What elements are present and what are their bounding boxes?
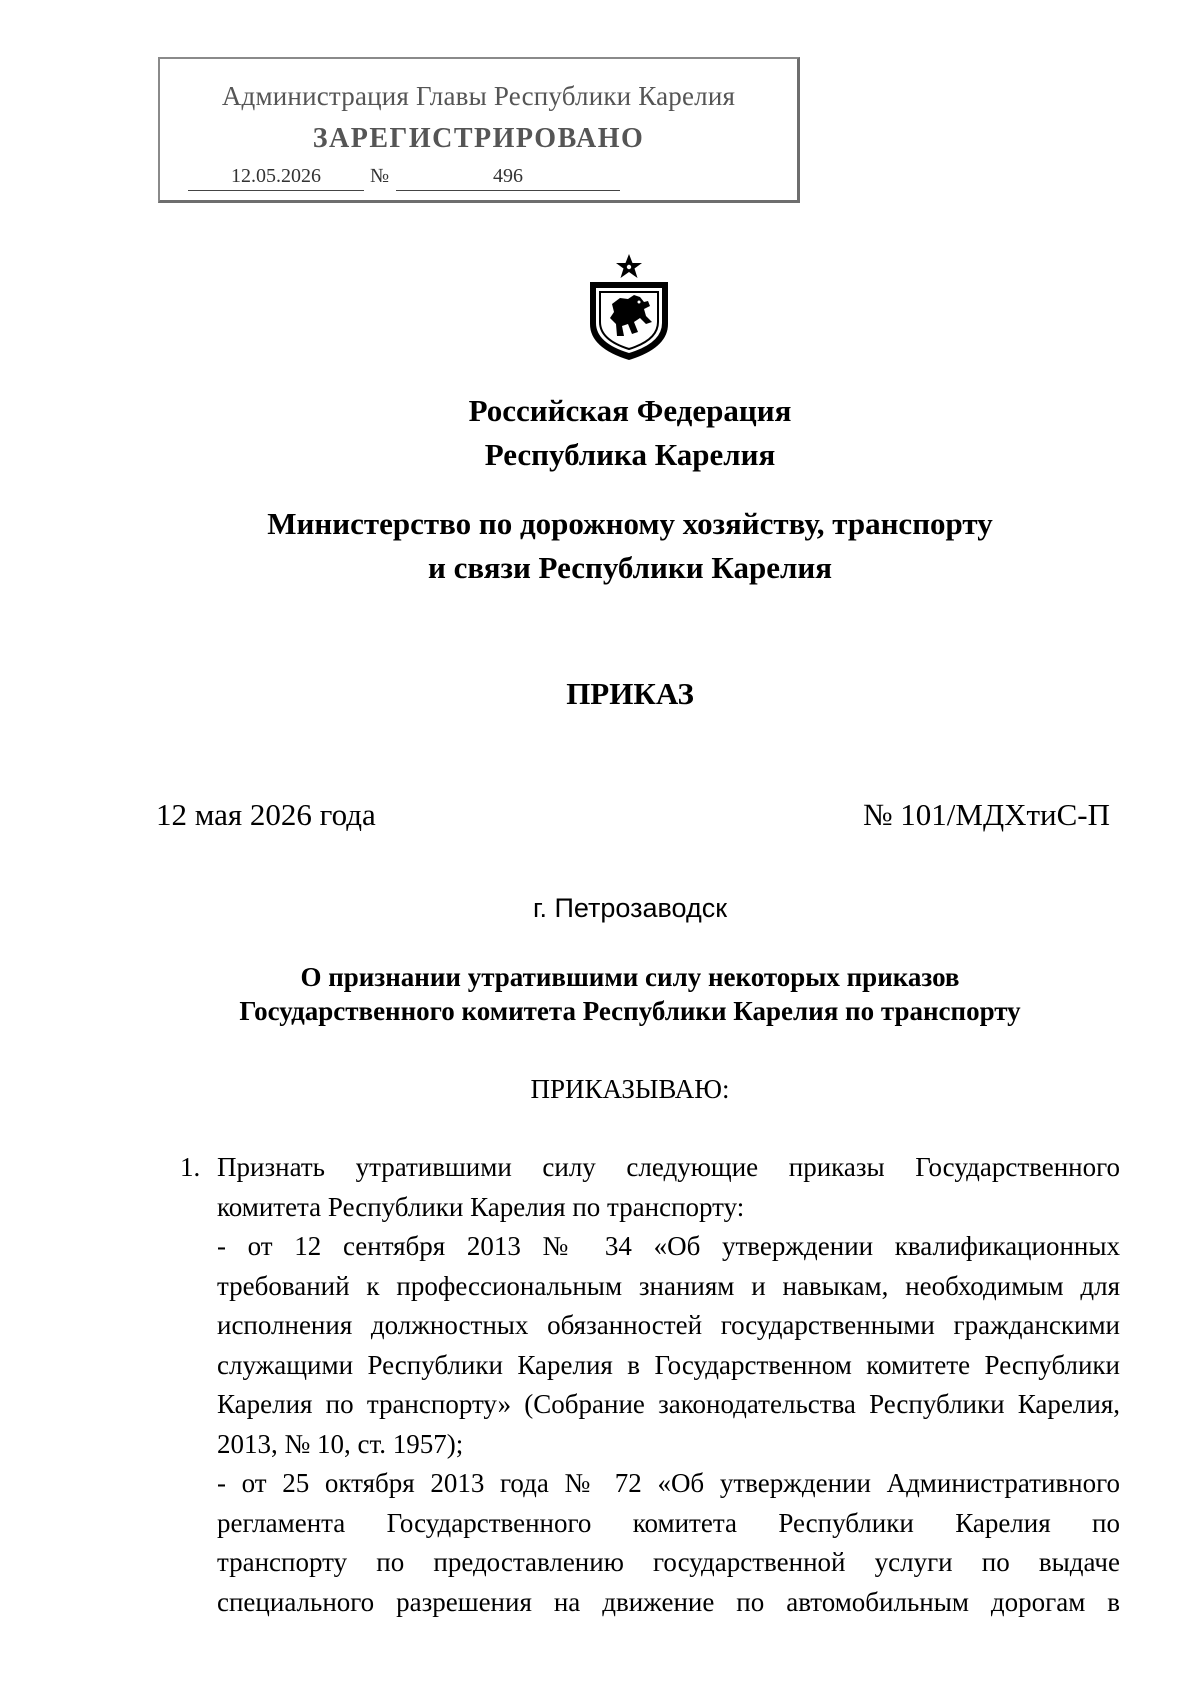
item-line: - от 25 октября 2013 года № 72 «Об утверждении Административного bbox=[217, 1468, 1120, 1498]
document-number: № 101/МДХтиС-П bbox=[862, 797, 1110, 832]
item-line: Карелия по транспорту» (Собрание законодательства Республики Карелия, bbox=[217, 1389, 1120, 1419]
item-line: регламента Государственного комитета Республики Карелия по bbox=[217, 1507, 1120, 1538]
document-type: ПРИКАЗ bbox=[566, 676, 694, 711]
document-city: г. Петрозаводск bbox=[532, 893, 728, 923]
item-line: специального разрешения на движение по автомобильным дорогам в bbox=[217, 1586, 1120, 1617]
item-line: 2013, № 10, ст. 1957); bbox=[217, 1428, 464, 1459]
item-line: служащими Республики Карелия в Государственном комитете Республики bbox=[217, 1349, 1120, 1380]
header-ministry-line2: и связи Республики Карелия bbox=[428, 550, 832, 585]
item-1-text bbox=[217, 1148, 1120, 1622]
stamp-date: 12.05.2026 bbox=[188, 165, 364, 191]
item-line: - от 12 сентября 2013 № 34 «Об утверждении квалификационных bbox=[217, 1231, 1120, 1261]
item-line: исполнения должностных обязанностей государственными гражданскими bbox=[217, 1310, 1120, 1340]
stamp-number: 496 bbox=[396, 165, 620, 191]
registration-stamp bbox=[158, 57, 800, 203]
header-republic: Республика Карелия bbox=[484, 437, 776, 472]
item-number: 1. bbox=[180, 1152, 201, 1182]
stamp-organization: Администрация Главы Республики Карелия bbox=[221, 81, 736, 111]
subject-line1: О признании утратившими силу некоторых приказов bbox=[300, 962, 960, 992]
header-ministry-line1: Министерство по дорожному хозяйству, транспорту bbox=[267, 506, 993, 541]
karelia-coat-of-arms-icon bbox=[584, 252, 674, 362]
stamp-number-sign: № bbox=[370, 165, 390, 187]
subject-line2: Государственного комитета Республики Карелия по транспорту bbox=[239, 996, 1021, 1026]
item-line: комитета Республики Карелия по транспорту: bbox=[217, 1191, 745, 1222]
document-date: 12 мая 2026 года bbox=[156, 797, 376, 832]
item-line: транспорту по предоставлению государственной услуги по выдаче bbox=[217, 1547, 1120, 1577]
stamp-registration-line bbox=[188, 165, 770, 195]
order-word: ПРИКАЗЫВАЮ: bbox=[530, 1074, 730, 1104]
stamp-status: ЗАРЕГИСТРИРОВАНО bbox=[312, 123, 645, 154]
item-line: Признать утратившими силу следующие приказы Государственного bbox=[217, 1152, 1120, 1182]
header-country: Российская Федерация bbox=[468, 393, 792, 428]
item-line: требований к профессиональным знаниям и навыкам, необходимым для bbox=[217, 1270, 1120, 1301]
